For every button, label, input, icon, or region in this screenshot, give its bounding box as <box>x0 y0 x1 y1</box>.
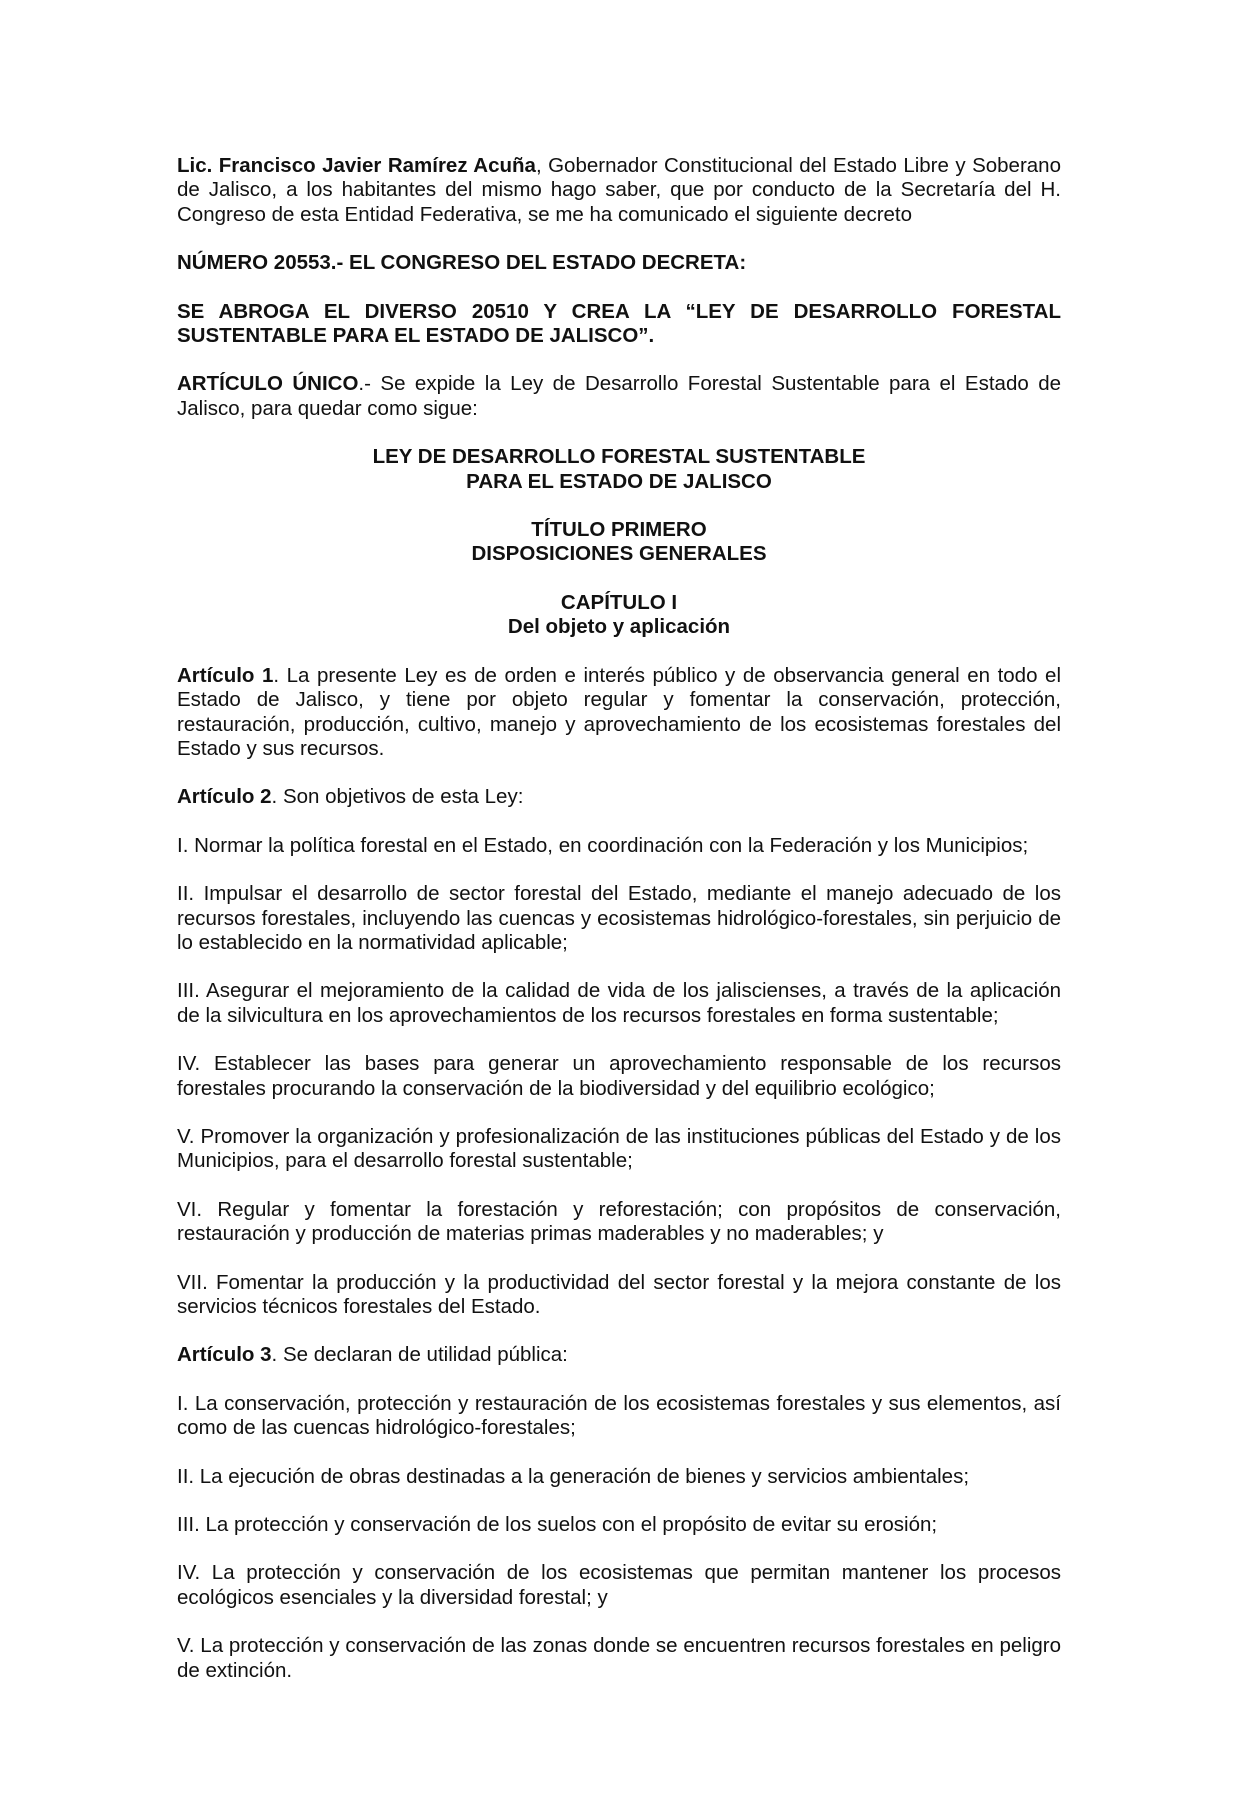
articulo-3-item: V. La protección y conservación de las zonas donde se encuentren recursos forestales en peligro de extinción. <box>177 1634 1061 1682</box>
articulo-unico-label: ARTÍCULO ÚNICO <box>177 372 359 396</box>
articulo-2-item: VI. Regular y fomentar la forestación y reforestación; con propósitos de conservación, restauración y producción de materias primas maderables y no maderables; y <box>177 1197 1061 1246</box>
decree-title: SE ABROGA EL DIVERSO 20510 Y CREA LA “LEY DE DESARROLLO FORESTAL SUSTENTABLE PARA EL ESTADO DE JALISCO”. <box>177 299 1061 348</box>
articulo-2-item: V. Promover la organización y profesionalización de las instituciones públicas del Estado y de los Municipios, para el desarrollo forestal sustentable; <box>177 1124 1061 1173</box>
titulo-line1: TÍTULO PRIMERO <box>531 518 707 542</box>
law-title <box>177 445 1061 494</box>
law-title-line2: PARA EL ESTADO DE JALISCO <box>466 469 772 493</box>
articulo-3-item: I. La conservación, protección y restauración de los ecosistemas forestales y sus elementos, así como de las cuencas hidrológico-forestales; <box>177 1391 1061 1440</box>
intro-paragraph <box>177 154 1061 227</box>
articulo-3-item: III. La protección y conservación de los suelos con el propósito de evitar su erosión; <box>177 1513 938 1537</box>
articulo-unico-text: .- Se expide la Ley de Desarrollo Forestal Sustentable para el Estado de Jalisco, para quedar como sigue: <box>177 372 1062 420</box>
capitulo-heading <box>177 591 1061 640</box>
articulo-2-item: I. Normar la política forestal en el Estado, en coordinación con la Federación y los Municipios; <box>177 833 1029 857</box>
articulo-2 <box>177 785 1061 809</box>
capitulo-line1: CAPÍTULO I <box>560 590 678 614</box>
intro-text: , Gobernador Constitucional del Estado Libre y Soberano de Jalisco, a los habitantes del mismo hago saber, que por conducto de la Secretaría del H. Congreso de esta Entidad Federativa, se me ha comunicado el siguiente decreto <box>177 154 1061 226</box>
titulo-line2: DISPOSICIONES GENERALES <box>471 542 767 566</box>
articulo-3-label: Artículo 3 <box>177 1343 272 1367</box>
articulo-2-item: II. Impulsar el desarrollo de sector forestal del Estado, mediante el manejo adecuado de los recursos forestales, incluyendo las cuencas y ecosistemas hidrológico-forestales, sin perjuicio de lo establecido en la normatividad aplicable; <box>177 882 1061 954</box>
articulo-3 <box>177 1343 1061 1367</box>
articulo-3-item: IV. La protección y conservación de los ecosistemas que permitan mantener los procesos ecológicos esenciales y la diversidad forestal; y <box>177 1561 1061 1609</box>
articulo-2-text: . Son objetivos de esta Ley: <box>271 785 524 809</box>
articulo-1-text: . La presente Ley es de orden e interés público y de observancia general en todo el Estado de Jalisco, y tiene por objeto regular y fomentar la conservación, protección, restauración, producción, cultivo, manejo y aprovechamiento de los ecosistemas forestales del Estado y sus recursos. <box>177 663 1061 760</box>
articulo-2-label: Artículo 2 <box>177 785 272 809</box>
articulo-3-text: . Se declaran de utilidad pública: <box>271 1343 568 1367</box>
articulo-1-label: Artículo 1 <box>177 663 274 687</box>
decree-number: NÚMERO 20553.- EL CONGRESO DEL ESTADO DECRETA: <box>177 251 747 275</box>
articulo-2-item: VII. Fomentar la producción y la productividad del sector forestal y la mejora constante de los servicios técnicos forestales del Estado. <box>177 1270 1061 1318</box>
articulo-3-item: II. La ejecución de obras destinadas a la generación de bienes y servicios ambientales; <box>177 1464 970 1488</box>
governor-name: Lic. Francisco Javier Ramírez Acuña <box>177 154 536 177</box>
titulo-heading <box>177 518 1061 567</box>
document-page <box>177 154 1061 1707</box>
articulo-2-item: III. Asegurar el mejoramiento de la calidad de vida de los jaliscienses, a través de la aplicación de la silvicultura en los aprovechamientos de los recursos forestales en forma sustentable; <box>177 979 1061 1027</box>
capitulo-line2: Del objeto y aplicación <box>507 615 731 639</box>
articulo-1 <box>177 664 1061 762</box>
articulo-2-item: IV. Establecer las bases para generar un aprovechamiento responsable de los recursos forestales procurando la conservación de la biodiversidad y del equilibrio ecológico; <box>177 1052 1061 1100</box>
law-title-line1: LEY DE DESARROLLO FORESTAL SUSTENTABLE <box>372 445 866 469</box>
articulo-unico <box>177 372 1061 421</box>
